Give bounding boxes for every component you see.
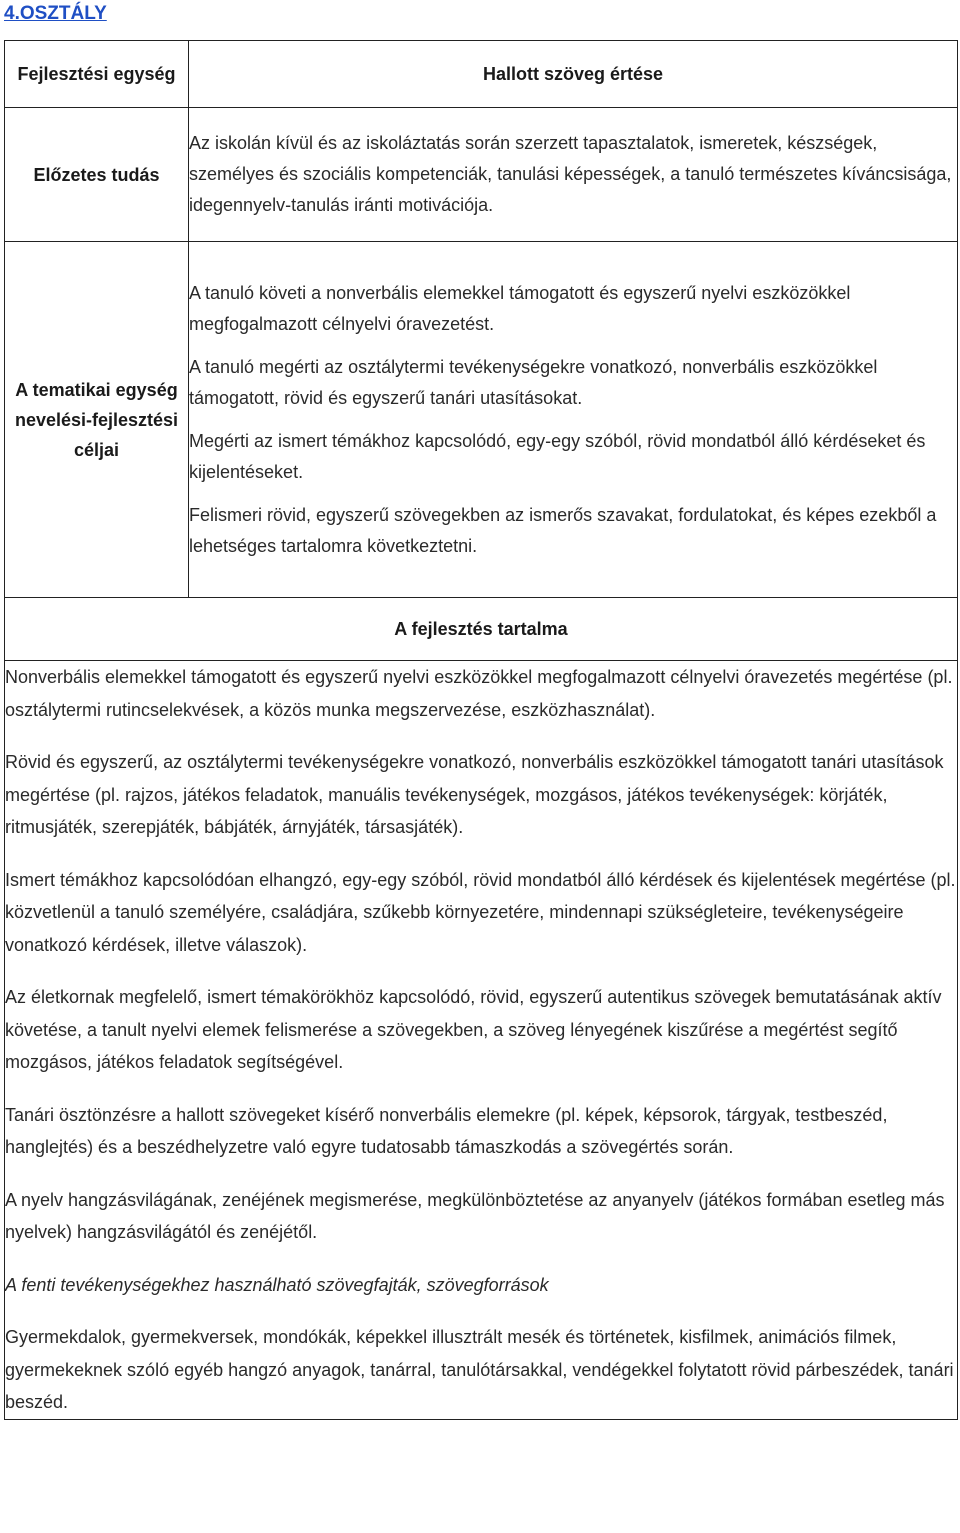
document-title: 4.OSZTÁLY — [4, 3, 107, 24]
content-row — [5, 661, 958, 1420]
content-cell — [5, 661, 958, 1420]
goal-paragraph: A tanuló megérti az osztálytermi tevékenységekre vonatkozó, nonverbális eszközökkel támogatott, rövid és egyszerű tanári utasításokat. — [189, 356, 878, 408]
goals-row — [5, 242, 958, 598]
text-types-body: Gyermekdalok, gyermekversek, mondókák, képekkel illusztrált mesék és történetek, kisfilmek, animációs filmek, gyermekeknek szóló egyéb hangzó anyagok, tanárral, tanulótársakkal, vendégekkel folytatott rövid párbeszédek, tanári beszéd. — [5, 1327, 954, 1412]
prior-knowledge-label: Előzetes tudás — [5, 108, 189, 242]
header-listening-comprehension: Hallott szöveg értése — [189, 41, 958, 108]
prior-knowledge-row — [5, 108, 958, 242]
content-header-row — [5, 598, 958, 661]
content-paragraph: Nonverbális elemekkel támogatott és egyszerű nyelvi eszközökkel megfogalmazott célnyelvi óravezetés megértése (pl. osztálytermi rutincselekvések, a közös munka megszervezése, eszközhasználat). — [5, 667, 953, 720]
text-types-heading: A fenti tevékenységekhez használható szövegfajták, szövegforrások — [5, 1274, 549, 1295]
goals-label: A tematikai egység nevelési-fejlesztési céljai — [5, 242, 189, 598]
curriculum-table — [4, 40, 958, 1420]
content-paragraph: Tanári ösztönzésre a hallott szövegeket kísérő nonverbális elemekre (pl. képek, képsorok, tárgyak, testbeszéd, hanglejtés) és a beszédhelyzetre való egyre tudatosabb támaszkodás a szövegértés során. — [5, 1104, 888, 1157]
content-paragraph: Az életkornak megfelelő, ismert témakörökhöz kapcsolódó, rövid, egyszerű autentikus szövegek bemutatásának aktív követése, a tanult nyelvi elemek felismerése a szövegekben, a szöveg lényegének kiszűrése a megértést segítő mozgásos, játékos feladatok segítségével. — [5, 987, 942, 1072]
prior-knowledge-text: Az iskolán kívül és az iskoláztatás során szerzett tapasztalatok, ismeretek, készségek, személyes és szociális kompetenciák, tanulási képességek, a tanuló természetes kíváncsisága, idegennyelv-tanulás iránti motivációja. — [189, 108, 958, 242]
content-paragraph: Ismert témákhoz kapcsolódóan elhangzó, egy-egy szóból, rövid mondatból álló kérdések és kijelentések megértése (pl. közvetlenül a tanuló személyére, családjára, szűkebb környezetére, mindennapi szükségleteire, tevékenységeire vonatkozó kérdések, illetve válaszok). — [5, 869, 956, 955]
goal-paragraph: A tanuló követi a nonverbális elemekkel támogatott és egyszerű nyelvi eszközökkel megfogalmazott célnyelvi óravezetést. — [189, 282, 851, 334]
content-header: A fejlesztés tartalma — [5, 598, 958, 661]
goal-paragraph: Megérti az ismert témákhoz kapcsolódó, egy-egy szóból, rövid mondatból álló kérdéseket és kijelentéseket. — [189, 430, 926, 482]
goal-paragraph: Felismeri rövid, egyszerű szövegekben az ismerős szavakat, fordulatokat, és képes ezekből a lehetséges tartalomra következtetni. — [189, 504, 937, 556]
table-header-row — [5, 41, 958, 108]
header-development-unit: Fejlesztési egység — [5, 41, 189, 108]
content-paragraph: A nyelv hangzásvilágának, zenéjének megismerése, megkülönböztetése az anyanyelv (játékos formában esetleg más nyelvek) hangzásvilágától és zenéjétől. — [5, 1189, 945, 1242]
goals-cell — [189, 242, 958, 598]
content-paragraph: Rövid és egyszerű, az osztálytermi tevékenységekre vonatkozó, nonverbális eszközökkel támogatott tanári utasítások megértése (pl. rajzos, játékos feladatok, manuális tevékenységek, mozgásos, játékos tevékenységek: körjáték, ritmusjáték, szerepjáték, bábjáték, árnyjáték, társasjáték). — [5, 752, 944, 837]
